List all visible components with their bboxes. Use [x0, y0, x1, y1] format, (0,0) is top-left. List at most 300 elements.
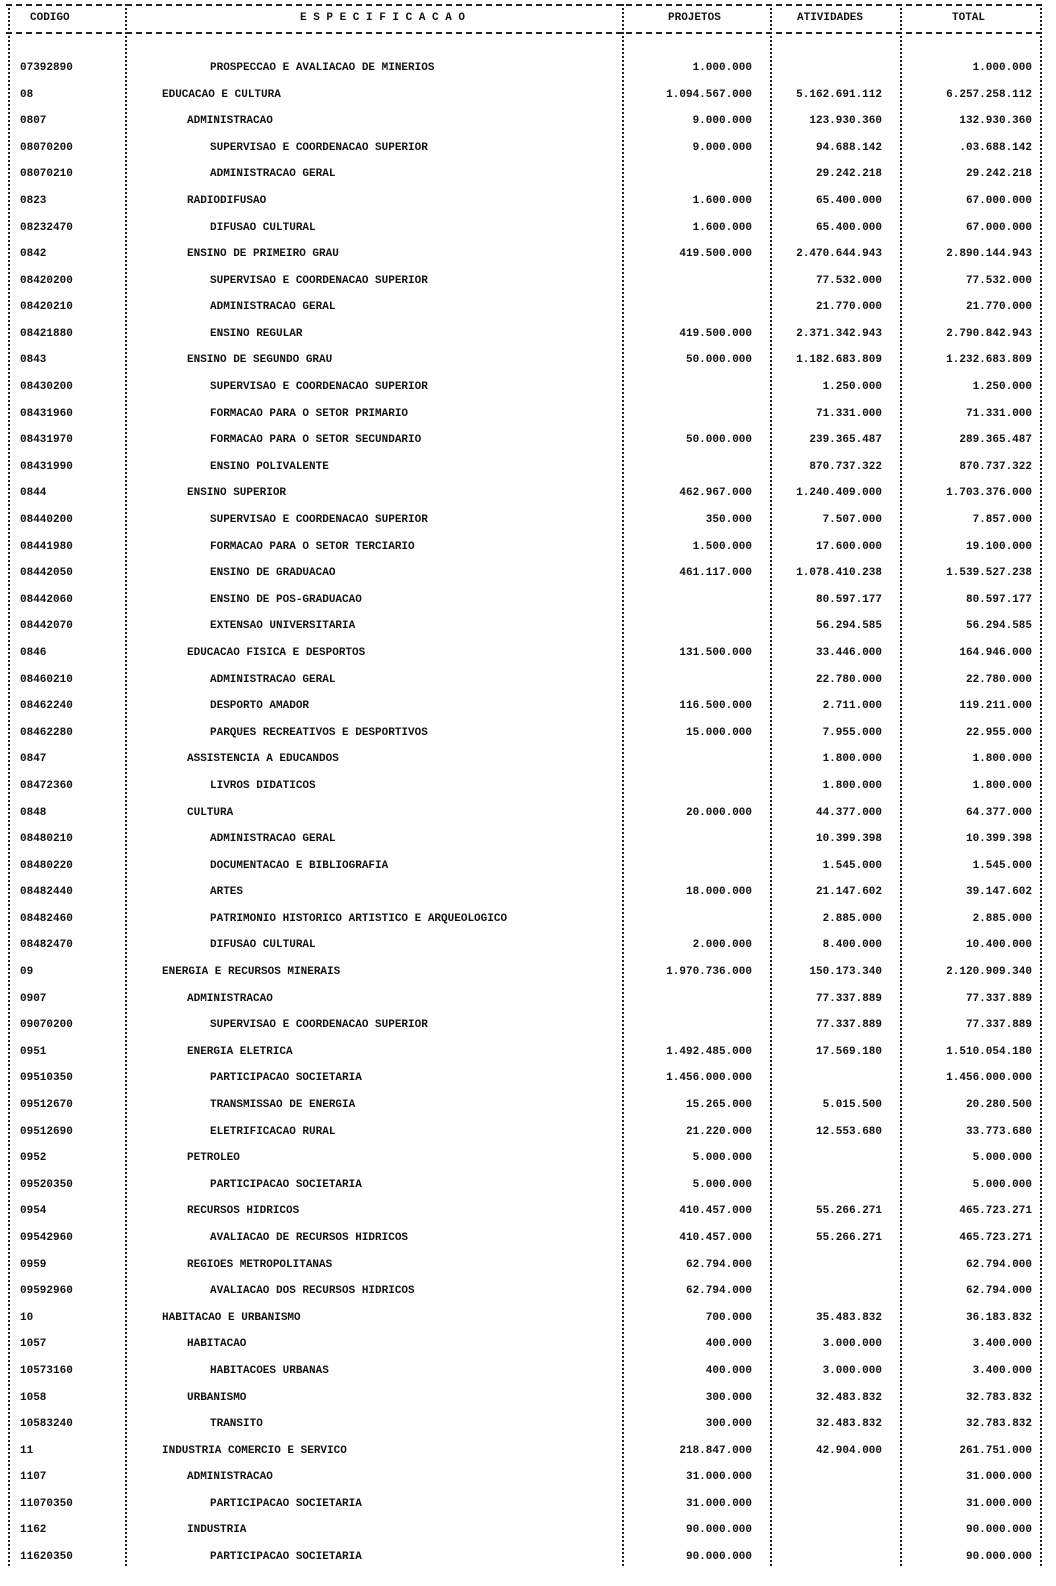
row-atividades: 71.331.000 — [815, 407, 882, 420]
row-especificacao: DIFUSAO CULTURAL — [210, 939, 316, 952]
row-especificacao: ENERGIA ELETRICA — [187, 1045, 293, 1058]
table-row — [0, 645, 1056, 661]
row-projetos: 20.000.000 — [685, 806, 752, 819]
row-total: 39.147.602 — [965, 886, 1032, 899]
row-code: 0807 — [20, 115, 47, 128]
table-row — [0, 858, 1056, 874]
row-atividades: 2.885.000 — [822, 912, 882, 925]
row-total: 31.000.000 — [965, 1497, 1032, 1510]
row-especificacao: FORMACAO PARA O SETOR PRIMARIO — [210, 407, 409, 420]
row-projetos: 90.000.000 — [685, 1551, 752, 1564]
table-row — [0, 778, 1056, 794]
table-row — [0, 1310, 1056, 1326]
row-especificacao: SUPERVISAO E COORDENACAO SUPERIOR — [210, 514, 428, 527]
row-atividades: 55.266.271 — [815, 1205, 882, 1218]
row-total: 64.377.000 — [965, 806, 1032, 819]
row-code: 09512670 — [20, 1099, 73, 1111]
table-row — [0, 87, 1056, 103]
row-total: .03.688.142 — [959, 141, 1032, 154]
row-projetos: 1.970.736.000 — [666, 966, 752, 979]
row-code: 0954 — [20, 1205, 47, 1218]
row-atividades: 80.597.177 — [815, 593, 882, 606]
row-total: 5.000.000 — [972, 1152, 1032, 1165]
row-total: 62.794.000 — [965, 1285, 1032, 1298]
table-row — [0, 220, 1056, 236]
row-atividades: 7.955.000 — [822, 726, 882, 739]
row-especificacao: ENSINO DE SEGUNDO GRAU — [187, 354, 333, 367]
row-projetos: 116.500.000 — [679, 700, 752, 713]
table-row — [0, 831, 1056, 847]
row-projetos: 15.265.000 — [685, 1099, 752, 1111]
row-atividades: 55.266.271 — [815, 1231, 882, 1244]
row-projetos: 62.794.000 — [685, 1285, 752, 1298]
row-code: 08482440 — [20, 886, 73, 899]
row-projetos: 462.967.000 — [679, 487, 752, 500]
row-atividades: 870.737.322 — [809, 460, 882, 473]
row-atividades: 1.078.410.238 — [796, 567, 882, 580]
table-row — [0, 1070, 1056, 1086]
row-code: 08431960 — [20, 407, 73, 420]
row-projetos: 62.794.000 — [685, 1258, 752, 1271]
row-projetos: 419.500.000 — [679, 327, 752, 340]
row-especificacao: FORMACAO PARA O SETOR SECUNDARIO — [210, 434, 422, 447]
row-especificacao: SUPERVISAO E COORDENACAO SUPERIOR — [210, 141, 428, 154]
row-especificacao: PETROLEO — [187, 1152, 240, 1165]
row-code: 08442070 — [20, 620, 73, 633]
row-projetos: 1.492.485.000 — [666, 1045, 752, 1058]
row-total: 32.783.832 — [965, 1418, 1032, 1431]
row-code: 08070210 — [20, 168, 73, 181]
row-atividades: 32.483.832 — [815, 1391, 882, 1404]
row-code: 08431990 — [20, 460, 73, 473]
row-especificacao: DESPORTO AMADOR — [210, 700, 310, 713]
row-code: 08232470 — [20, 221, 73, 234]
row-code: 08472360 — [20, 779, 73, 792]
row-atividades: 17.569.180 — [815, 1045, 882, 1058]
table-row — [0, 1469, 1056, 1485]
table-row — [0, 485, 1056, 501]
row-atividades: 8.400.000 — [822, 939, 882, 952]
row-total: 29.242.218 — [965, 168, 1032, 181]
row-especificacao: EXTENSAO UNIVERSITARIA — [210, 620, 356, 633]
row-especificacao: ADMINISTRACAO GERAL — [210, 168, 336, 181]
table-row — [0, 618, 1056, 634]
row-projetos: 1.600.000 — [692, 194, 752, 207]
row-total: 1.703.376.000 — [946, 487, 1032, 500]
row-code: 09070200 — [20, 1019, 73, 1032]
table-row — [0, 1522, 1056, 1538]
row-total: 164.946.000 — [959, 646, 1032, 659]
row-projetos: 1.000.000 — [692, 62, 752, 74]
row-code: 08440200 — [20, 514, 73, 527]
table-row — [0, 246, 1056, 262]
row-code: 08462280 — [20, 726, 73, 739]
row-code: 09 — [20, 966, 34, 979]
row-atividades: 1.182.683.809 — [796, 354, 882, 367]
row-code: 1107 — [20, 1471, 47, 1484]
row-total: 132.930.360 — [959, 115, 1032, 128]
row-atividades: 12.553.680 — [815, 1125, 882, 1138]
row-code: 08430200 — [20, 381, 73, 394]
table-row — [0, 432, 1056, 448]
row-code: 1057 — [20, 1338, 47, 1351]
row-total: 90.000.000 — [965, 1551, 1032, 1564]
row-atividades: 5.162.691.112 — [796, 88, 882, 101]
row-code: 1058 — [20, 1391, 47, 1404]
header-projetos: PROJETOS — [668, 12, 721, 24]
table-row — [0, 539, 1056, 555]
row-especificacao: ADMINISTRACAO — [187, 992, 273, 1005]
row-code: 08482470 — [20, 939, 73, 952]
row-total: 31.000.000 — [965, 1471, 1032, 1484]
table-row — [0, 672, 1056, 688]
row-atividades: 22.780.000 — [815, 673, 882, 686]
row-total: 6.257.258.112 — [946, 88, 1032, 101]
row-especificacao: INDUSTRIA COMERCIO E SERVICO — [162, 1444, 347, 1457]
row-total: 62.794.000 — [965, 1258, 1032, 1271]
row-projetos: 461.117.000 — [679, 567, 752, 580]
row-total: 1.232.683.809 — [946, 354, 1032, 367]
header-especificacao: E S P E C I F I C A C A O — [300, 12, 466, 24]
row-code: 11 — [20, 1444, 34, 1457]
table-row — [0, 299, 1056, 315]
table-row — [0, 379, 1056, 395]
row-code: 0848 — [20, 806, 47, 819]
table-row — [0, 459, 1056, 475]
row-projetos: 15.000.000 — [685, 726, 752, 739]
table-row — [0, 1230, 1056, 1246]
table-row — [0, 1097, 1056, 1113]
row-projetos: 400.000 — [705, 1338, 752, 1351]
row-especificacao: ENSINO DE PRIMEIRO GRAU — [187, 248, 339, 261]
row-atividades: 239.365.487 — [809, 434, 882, 447]
row-especificacao: HABITACAO — [187, 1338, 247, 1351]
row-total: 3.400.000 — [972, 1338, 1032, 1351]
row-total: 77.337.889 — [965, 1019, 1032, 1032]
row-especificacao: ADMINISTRACAO GERAL — [210, 301, 336, 314]
row-code: 11620350 — [20, 1551, 73, 1564]
row-especificacao: DIFUSAO CULTURAL — [210, 221, 316, 234]
row-code: 0846 — [20, 646, 47, 659]
row-code: 0959 — [20, 1258, 47, 1271]
row-atividades: 56.294.585 — [815, 620, 882, 633]
row-especificacao: ADMINISTRACAO — [187, 1471, 273, 1484]
row-especificacao: PARTICIPACAO SOCIETARIA — [210, 1551, 362, 1564]
row-projetos: 5.000.000 — [692, 1178, 752, 1191]
row-projetos: 18.000.000 — [685, 886, 752, 899]
row-total: 22.780.000 — [965, 673, 1032, 686]
row-atividades: 94.688.142 — [815, 141, 882, 154]
row-projetos: 90.000.000 — [685, 1524, 752, 1537]
row-total: 56.294.585 — [965, 620, 1032, 633]
row-code: 0907 — [20, 992, 47, 1005]
row-atividades: 33.446.000 — [815, 646, 882, 659]
row-atividades: 44.377.000 — [815, 806, 882, 819]
row-projetos: 419.500.000 — [679, 248, 752, 261]
table-row — [0, 565, 1056, 581]
row-especificacao: TRANSITO — [210, 1418, 263, 1431]
row-atividades: 123.930.360 — [809, 115, 882, 128]
row-especificacao: PROSPECCAO E AVALIACAO DE MINERIOS — [210, 62, 435, 74]
row-atividades: 1.545.000 — [822, 859, 882, 872]
header-atividades: ATIVIDADES — [797, 12, 864, 24]
row-code: 08420210 — [20, 301, 73, 314]
table-row — [0, 1416, 1056, 1432]
row-code: 08070200 — [20, 141, 73, 154]
row-total: 465.723.271 — [959, 1231, 1032, 1244]
row-atividades: 17.600.000 — [815, 540, 882, 553]
row-total: 1.545.000 — [972, 859, 1032, 872]
row-code: 0842 — [20, 248, 47, 261]
table-row — [0, 1177, 1056, 1193]
row-atividades: 77.337.889 — [815, 992, 882, 1005]
row-especificacao: ELETRIFICACAO RURAL — [210, 1125, 336, 1138]
row-atividades: 3.000.000 — [822, 1338, 882, 1351]
row-total: 3.400.000 — [972, 1364, 1032, 1377]
row-code: 0952 — [20, 1152, 47, 1165]
table-row — [0, 1257, 1056, 1273]
table-row — [0, 592, 1056, 608]
row-code: 08460210 — [20, 673, 73, 686]
row-projetos: 31.000.000 — [685, 1497, 752, 1510]
row-code: 07392890 — [20, 62, 73, 74]
row-especificacao: RADIODIFUSAO — [187, 194, 267, 207]
row-projetos: 400.000 — [705, 1364, 752, 1377]
row-atividades: 1.800.000 — [822, 779, 882, 792]
table-row — [0, 1283, 1056, 1299]
table-row — [0, 512, 1056, 528]
row-total: 7.857.000 — [972, 514, 1032, 527]
row-code: 0844 — [20, 487, 47, 500]
row-total: 2.885.000 — [972, 912, 1032, 925]
row-total: 33.773.680 — [965, 1125, 1032, 1138]
row-code: 08420200 — [20, 274, 73, 287]
row-total: 870.737.322 — [959, 460, 1032, 473]
row-especificacao: EDUCACAO E CULTURA — [162, 88, 281, 101]
row-especificacao: SUPERVISAO E COORDENACAO SUPERIOR — [210, 1019, 428, 1032]
row-code: 0843 — [20, 354, 47, 367]
table-row — [0, 698, 1056, 714]
row-atividades: 29.242.218 — [815, 168, 882, 181]
row-projetos: 21.220.000 — [685, 1125, 752, 1138]
table-row — [0, 60, 1056, 76]
row-total: 1.456.000.000 — [946, 1072, 1032, 1085]
table-row — [0, 1390, 1056, 1406]
row-especificacao: URBANISMO — [187, 1391, 247, 1404]
row-code: 08442060 — [20, 593, 73, 606]
row-code: 08482460 — [20, 912, 73, 925]
row-especificacao: ARTES — [210, 886, 244, 899]
row-code: 08462240 — [20, 700, 73, 713]
row-projetos: 1.456.000.000 — [666, 1072, 752, 1085]
table-row — [0, 1363, 1056, 1379]
table-row — [0, 326, 1056, 342]
row-especificacao: SUPERVISAO E COORDENACAO SUPERIOR — [210, 274, 428, 287]
row-total: 67.000.000 — [965, 221, 1032, 234]
row-especificacao: PARTICIPACAO SOCIETARIA — [210, 1178, 362, 1191]
table-row — [0, 937, 1056, 953]
row-especificacao: HABITACOES URBANAS — [210, 1364, 329, 1377]
row-code: 0951 — [20, 1045, 47, 1058]
row-especificacao: AVALIACAO DOS RECURSOS HIDRICOS — [210, 1285, 415, 1298]
table-row — [0, 805, 1056, 821]
row-especificacao: ASSISTENCIA A EDUCANDOS — [187, 753, 339, 766]
row-code: 08442050 — [20, 567, 73, 580]
row-especificacao: RECURSOS HIDRICOS — [187, 1205, 300, 1218]
row-code: 1162 — [20, 1524, 47, 1537]
row-total: 36.183.832 — [965, 1311, 1032, 1324]
row-projetos: 1.500.000 — [692, 540, 752, 553]
row-atividades: 77.532.000 — [815, 274, 882, 287]
row-code: 08421880 — [20, 327, 73, 340]
row-projetos: 1.600.000 — [692, 221, 752, 234]
row-atividades: 7.507.000 — [822, 514, 882, 527]
row-projetos: 5.000.000 — [692, 1152, 752, 1165]
row-projetos: 131.500.000 — [679, 646, 752, 659]
row-total: 119.211.000 — [959, 700, 1032, 713]
row-code: 08 — [20, 88, 34, 101]
row-total: 465.723.271 — [959, 1205, 1032, 1218]
row-atividades: 21.147.602 — [815, 886, 882, 899]
row-total: 289.365.487 — [959, 434, 1032, 447]
row-total: 20.280.500 — [965, 1099, 1032, 1111]
row-code: 09520350 — [20, 1178, 73, 1191]
row-projetos: 1.094.567.000 — [666, 88, 752, 101]
row-projetos: 300.000 — [705, 1418, 752, 1431]
row-total: 21.770.000 — [965, 301, 1032, 314]
row-especificacao: HABITACAO E URBANISMO — [162, 1311, 301, 1324]
row-atividades: 42.904.000 — [815, 1444, 882, 1457]
row-projetos: 2.000.000 — [692, 939, 752, 952]
row-total: 2.120.909.340 — [946, 966, 1032, 979]
row-total: 22.955.000 — [965, 726, 1032, 739]
table-row — [0, 964, 1056, 980]
table-row — [0, 1443, 1056, 1459]
row-especificacao: ENSINO REGULAR — [210, 327, 303, 340]
row-total: 71.331.000 — [965, 407, 1032, 420]
row-atividades: 65.400.000 — [815, 194, 882, 207]
row-especificacao: LIVROS DIDATICOS — [210, 779, 316, 792]
row-code: 09592960 — [20, 1285, 73, 1298]
row-atividades: 21.770.000 — [815, 301, 882, 314]
row-total: 10.400.000 — [965, 939, 1032, 952]
row-code: 08431970 — [20, 434, 73, 447]
row-especificacao: PARQUES RECREATIVOS E DESPORTIVOS — [210, 726, 428, 739]
table-row — [0, 1150, 1056, 1166]
row-projetos: 9.000.000 — [692, 115, 752, 128]
row-especificacao: ADMINISTRACAO — [187, 115, 273, 128]
row-code: 10 — [20, 1311, 34, 1324]
row-total: 77.532.000 — [965, 274, 1032, 287]
row-projetos: 50.000.000 — [685, 354, 752, 367]
row-projetos: 410.457.000 — [679, 1205, 752, 1218]
row-code: 10583240 — [20, 1418, 73, 1431]
row-code: 09542960 — [20, 1231, 73, 1244]
table-row — [0, 406, 1056, 422]
row-especificacao: PARTICIPACAO SOCIETARIA — [210, 1497, 362, 1510]
table-row — [0, 1124, 1056, 1140]
table-row — [0, 884, 1056, 900]
row-atividades: 32.483.832 — [815, 1418, 882, 1431]
header-rule — [6, 32, 1042, 34]
table-row — [0, 911, 1056, 927]
row-total: 19.100.000 — [965, 540, 1032, 553]
row-total: 1.539.527.238 — [946, 567, 1032, 580]
row-total: 261.751.000 — [959, 1444, 1032, 1457]
row-especificacao: DOCUMENTACAO E BIBLIOGRAFIA — [210, 859, 389, 872]
row-atividades: 77.337.889 — [815, 1019, 882, 1032]
row-atividades: 2.711.000 — [822, 700, 882, 713]
row-total: 10.399.398 — [965, 833, 1032, 846]
row-especificacao: ENSINO POLIVALENTE — [210, 460, 329, 473]
row-total: 2.790.842.943 — [946, 327, 1032, 340]
row-atividades: 2.371.342.943 — [796, 327, 882, 340]
row-atividades: 1.240.409.000 — [796, 487, 882, 500]
row-especificacao: AVALIACAO DE RECURSOS HIDRICOS — [210, 1231, 409, 1244]
row-especificacao: ENERGIA E RECURSOS MINERAIS — [162, 966, 341, 979]
table-row — [0, 273, 1056, 289]
row-projetos: 31.000.000 — [685, 1471, 752, 1484]
row-total: 1.250.000 — [972, 381, 1032, 394]
table-row — [0, 725, 1056, 741]
row-especificacao: CULTURA — [187, 806, 234, 819]
row-atividades: 1.250.000 — [822, 381, 882, 394]
row-code: 08480220 — [20, 859, 73, 872]
row-atividades: 65.400.000 — [815, 221, 882, 234]
row-projetos: 410.457.000 — [679, 1231, 752, 1244]
row-especificacao: ADMINISTRACAO GERAL — [210, 673, 336, 686]
table-row — [0, 751, 1056, 767]
row-projetos: 300.000 — [705, 1391, 752, 1404]
header-codigo: CODIGO — [30, 12, 70, 24]
row-total: 32.783.832 — [965, 1391, 1032, 1404]
row-code: 09510350 — [20, 1072, 73, 1085]
table-row — [0, 113, 1056, 129]
row-especificacao: REGIOES METROPOLITANAS — [187, 1258, 333, 1271]
row-total: 80.597.177 — [965, 593, 1032, 606]
table-row — [0, 1496, 1056, 1512]
row-projetos: 9.000.000 — [692, 141, 752, 154]
row-total: 77.337.889 — [965, 992, 1032, 1005]
row-projetos: 50.000.000 — [685, 434, 752, 447]
row-code: 0823 — [20, 194, 47, 207]
table-row — [0, 991, 1056, 1007]
row-total: 2.890.144.943 — [946, 248, 1032, 261]
row-code: 08441980 — [20, 540, 73, 553]
table-row — [0, 1017, 1056, 1033]
table-row — [0, 1336, 1056, 1352]
row-especificacao: PARTICIPACAO SOCIETARIA — [210, 1072, 362, 1085]
row-code: 08480210 — [20, 833, 73, 846]
row-projetos: 218.847.000 — [679, 1444, 752, 1457]
row-especificacao: TRANSMISSAO DE ENERGIA — [210, 1099, 356, 1111]
row-atividades: 3.000.000 — [822, 1364, 882, 1377]
row-total: 1.800.000 — [972, 753, 1032, 766]
table-row — [0, 166, 1056, 182]
row-especificacao: EDUCACAO FISICA E DESPORTOS — [187, 646, 366, 659]
header-total: TOTAL — [952, 12, 986, 24]
row-total: 90.000.000 — [965, 1524, 1032, 1537]
row-projetos: 350.000 — [705, 514, 752, 527]
row-projetos: 700.000 — [705, 1311, 752, 1324]
table-row — [0, 1044, 1056, 1060]
row-especificacao: ENSINO SUPERIOR — [187, 487, 287, 500]
row-atividades: 10.399.398 — [815, 833, 882, 846]
row-especificacao: INDUSTRIA — [187, 1524, 247, 1537]
top-rule — [6, 4, 1042, 6]
row-total: 1.000.000 — [972, 62, 1032, 74]
row-especificacao: FORMACAO PARA O SETOR TERCIARIO — [210, 540, 415, 553]
